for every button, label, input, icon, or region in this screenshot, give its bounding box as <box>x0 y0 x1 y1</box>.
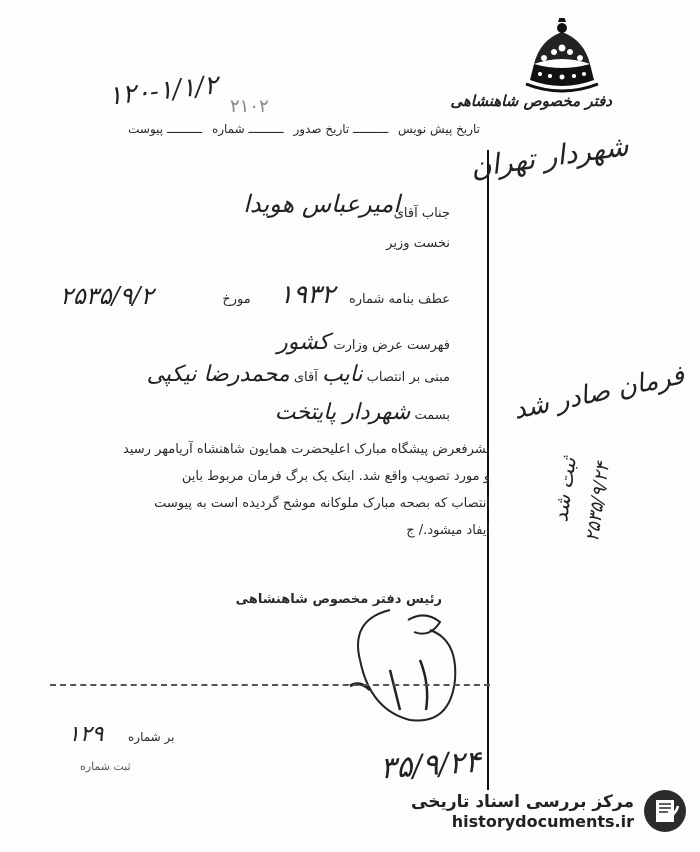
paragraph-line: و مورد تصویب واقع شد. اینک یک برگ فرمان مربوط باین <box>181 469 490 484</box>
watermark-title: مرکز بررسی اسناد تاریخی <box>411 791 634 812</box>
footer-number-label: بر شماره <box>128 730 175 744</box>
header-hand-date: ۱۲۰-۱/۱/۲ <box>106 70 220 112</box>
footer-date: ۳۵/۹/۲۴ <box>378 744 482 787</box>
addressee-name: امیرعباس هویدا <box>243 190 400 218</box>
body-line3-label: بسمت <box>414 408 450 423</box>
body-line2-role: نایب <box>321 362 363 387</box>
header-hand-number: ۲۱۰۲ <box>230 96 269 117</box>
footer-divider <box>50 684 490 686</box>
signer-title: رئیس دفتر مخصوص شاهنشاهی <box>235 592 442 607</box>
header-meta-line: تاریخ پیش نویس ــــــــــ تاریخ صدور ــــــــــ شماره ــــــــــ پیوست <box>128 122 480 136</box>
reference-label-mid: مورخ <box>222 292 251 307</box>
body-line2-mid: آقای <box>293 370 318 385</box>
paragraph-line: انتصاب که بصحه مبارک ملوکانه موشح گردیده است به پیوست <box>154 496 490 511</box>
addressee-title: نخست وزیر <box>386 236 450 251</box>
footer-number-hand: ۱۲۹ <box>68 722 104 747</box>
reference-label-prefix: عطف بنامه شماره <box>348 292 450 307</box>
margin-note-2: فرمان صادر شد <box>510 360 688 426</box>
meta-label-number: شماره <box>211 122 245 136</box>
margin-note-1: شهردار تهران <box>468 129 631 184</box>
reference-date: ۲۵۳۵/۹/۲ <box>60 282 154 310</box>
addressee-label: جناب آقای <box>393 206 450 221</box>
body-line3-hand: شهردار پایتخت <box>274 400 411 425</box>
footer-second-label: ثبت شماره <box>80 760 131 773</box>
body-line1-hand: کشور <box>277 330 330 355</box>
meta-label-draft-date: تاریخ پیش نویس <box>398 122 480 136</box>
watermark-url: historydocuments.ir <box>451 811 634 831</box>
meta-label-issue-date: تاریخ صدور <box>293 122 350 136</box>
archive-logo-icon <box>642 788 688 834</box>
body-line-1 <box>277 330 450 355</box>
handwritten-signature-icon <box>330 590 480 740</box>
body-line-3 <box>275 400 450 425</box>
margin-date-stamp: ۲۵۳۵/۹/۲۴ <box>582 460 614 543</box>
paragraph-line: بشرفعرض پیشگاه مبارک اعلیحضرت همایون شاهنشاه آریامهر رسید <box>123 442 490 457</box>
paragraph-line: ایفاد میشود./ ج <box>406 523 490 538</box>
body-line2-label: مبنی بر انتصاب <box>366 370 450 385</box>
margin-stamp: ثبت شد <box>548 455 581 524</box>
crown-emblem-icon <box>520 18 604 98</box>
office-title: دفتر مخصوص شاهنشاهی <box>450 92 612 110</box>
watermark <box>411 788 688 834</box>
body-line-2 <box>147 362 450 387</box>
body-line1-label: فهرست عرض وزارت <box>333 338 450 353</box>
meta-label-attachment: پیوست <box>128 122 164 136</box>
reference-line <box>222 292 450 307</box>
body-line2-name: محمدرضا نیکپی <box>146 362 290 387</box>
reference-number: ۱۹۳۲ <box>279 280 335 310</box>
body-paragraph <box>70 436 490 544</box>
